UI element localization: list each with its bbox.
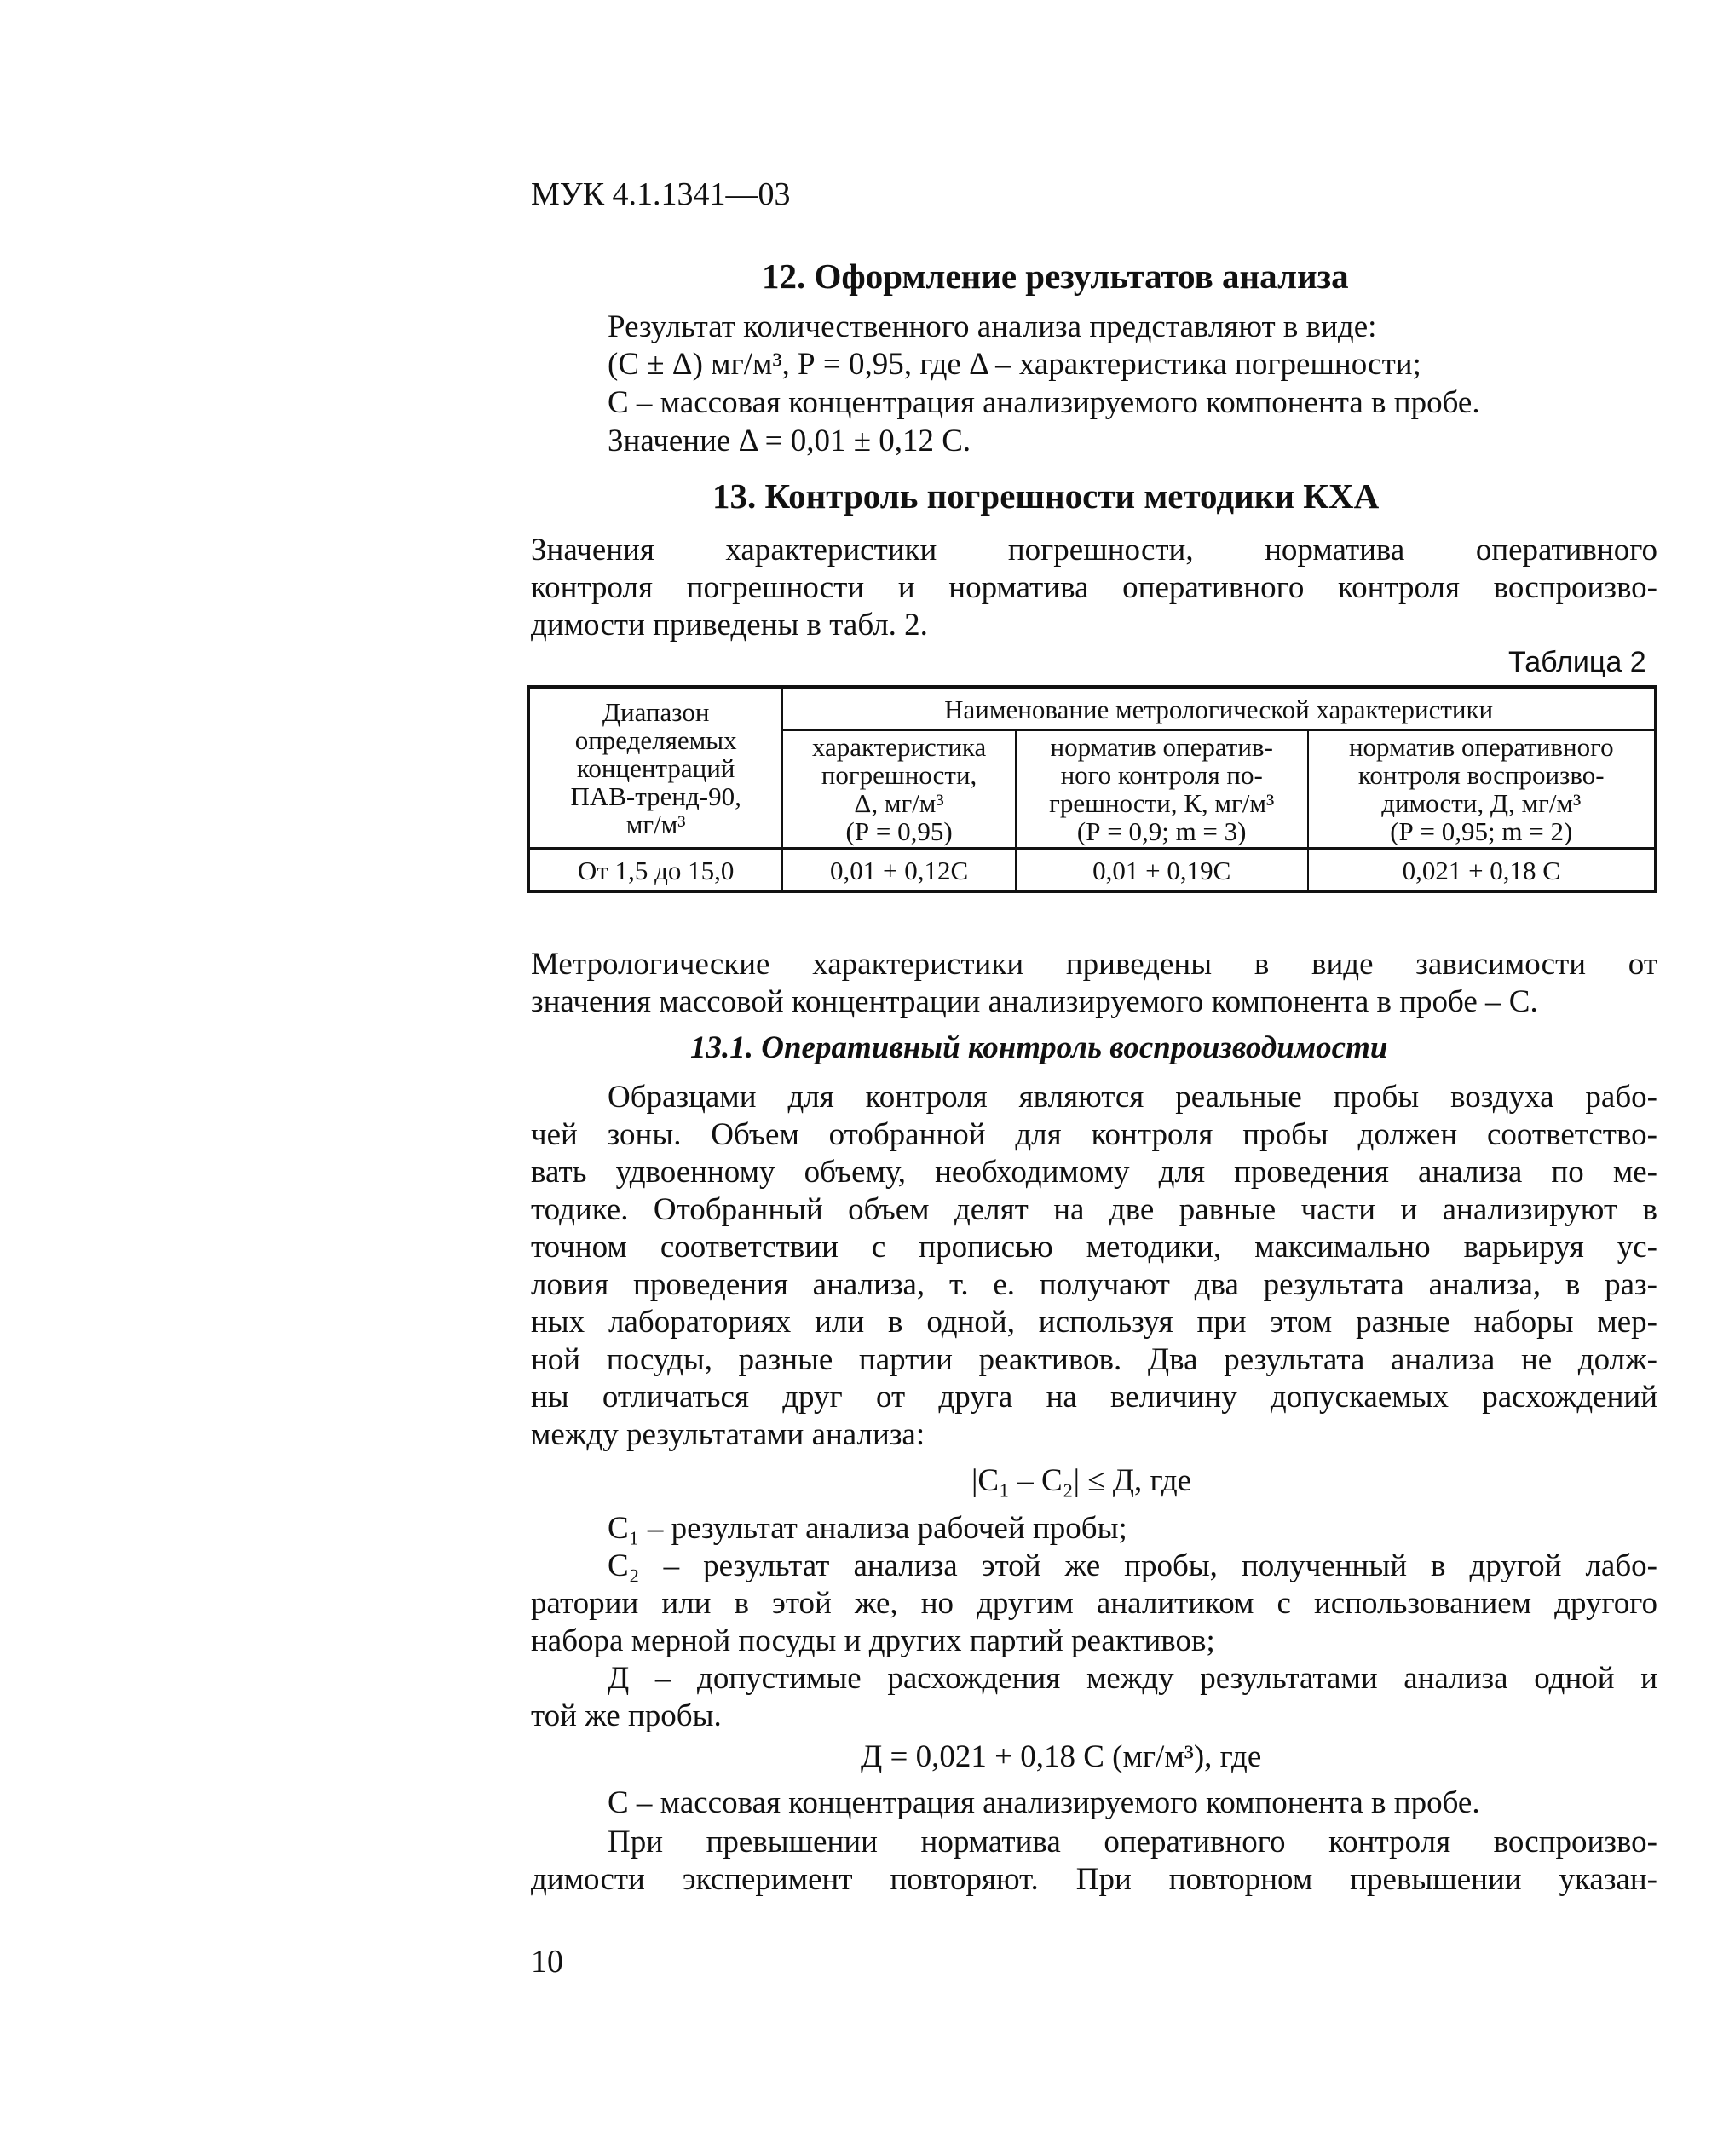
para-line-10: между результатами анализа: bbox=[531, 1417, 925, 1452]
error-norm-value-cell: 0,01 + 0,19С bbox=[1016, 849, 1308, 891]
error-value-cell: 0,01 + 0,12С bbox=[782, 849, 1016, 891]
para-line-3: вать удвоенному объему, необходимому для проведения анализа по ме- bbox=[531, 1155, 1657, 1190]
section-13-intro-line-1: Значения характеристики погрешности, норматива оперативного bbox=[531, 533, 1657, 568]
definition-c2-cont-2: набора мерной посуды и других партий реактивов; bbox=[531, 1623, 1215, 1658]
header-line: (Р = 0,95) bbox=[845, 816, 953, 846]
para-line-1: Образцами для контроля являются реальные пробы воздуха рабо- bbox=[608, 1080, 1657, 1115]
section-12-line-3: С – массовая концентрация анализируемого компонента в пробе. bbox=[608, 385, 1480, 420]
definition-d-cont: той же пробы. bbox=[531, 1698, 722, 1733]
para-line-9: ны отличаться друг от друга на величину допускаемых расхождений bbox=[531, 1380, 1657, 1415]
para-line-8: ной посуды, разные партии реактивов. Два результата анализа не долж- bbox=[531, 1342, 1657, 1377]
table-header-row-1 bbox=[528, 687, 1656, 730]
document-code: МУК 4.1.1341—03 bbox=[531, 176, 791, 212]
header-line: Δ, мг/м³ bbox=[854, 788, 944, 818]
section-12-line-2: (С ± Δ) мг/м³, Р = 0,95, где Δ – характеристика погрешности; bbox=[608, 347, 1421, 382]
header-line: ного контроля по- bbox=[1060, 760, 1263, 790]
header-line: норматив оперативного bbox=[1348, 732, 1614, 762]
range-header-line: мг/м³ bbox=[625, 809, 686, 839]
para-line-5: точном соответствии с прописью методики, максимально варьируя ус- bbox=[531, 1230, 1657, 1265]
final-line-2: димости эксперимент повторяют. При повторном превышении указан- bbox=[531, 1862, 1657, 1897]
header-line: (Р = 0,95; m = 2) bbox=[1390, 816, 1573, 846]
formula-difference: |С₁ – С₂| ≤ Д, где bbox=[971, 1463, 1192, 1498]
range-column-header bbox=[528, 687, 782, 849]
reproducibility-value-cell: 0,021 + 0,18 С bbox=[1308, 849, 1656, 891]
section-12-line-1: Результат количественного анализа представляют в виде: bbox=[608, 309, 1377, 344]
header-line: погрешности, bbox=[821, 760, 977, 790]
table-caption: Таблица 2 bbox=[1508, 646, 1646, 678]
after-table-line-1: Метрологические характеристики приведены в виде зависимости от bbox=[531, 947, 1657, 982]
para-line-2: чей зоны. Объем отобранной для контроля пробы должен соответство- bbox=[531, 1117, 1657, 1152]
header-line: контроля воспроизво- bbox=[1357, 760, 1605, 790]
table-2 bbox=[527, 685, 1657, 893]
page-number: 10 bbox=[531, 1944, 563, 1980]
definition-c2-cont-1: ратории или в этой же, но другим аналитиком с использованием другого bbox=[531, 1586, 1657, 1621]
reproducibility-norm-header bbox=[1308, 730, 1656, 849]
error-control-norm-header bbox=[1016, 730, 1308, 849]
para-line-7: ных лабораториях или в одной, используя при этом разные наборы мер- bbox=[531, 1305, 1657, 1340]
para-line-6: ловия проведения анализа, т. е. получают два результата анализа, в раз- bbox=[531, 1267, 1657, 1302]
final-line-1: При превышении норматива оперативного контроля воспроизво- bbox=[608, 1825, 1657, 1859]
header-line: (Р = 0,9; m = 3) bbox=[1076, 816, 1247, 846]
error-characteristic-header bbox=[782, 730, 1016, 849]
range-header-line: определяемых bbox=[574, 724, 737, 755]
section-13-intro-line-3: димости приведены в табл. 2. bbox=[531, 608, 928, 643]
section-12-line-4: Значение Δ = 0,01 ± 0,12 С. bbox=[608, 424, 971, 458]
section-12-title: 12. Оформление результатов анализа bbox=[762, 257, 1349, 296]
header-line: характеристика bbox=[811, 732, 987, 762]
definition-c: С – массовая концентрация анализируемого компонента в пробе. bbox=[608, 1785, 1480, 1820]
range-header-line: ПАВ-тренд-90, bbox=[570, 781, 741, 811]
section-13-title: 13. Контроль погрешности методики КХА bbox=[712, 476, 1380, 516]
table-row bbox=[528, 849, 1656, 891]
header-line: грешности, К, мг/м³ bbox=[1049, 788, 1275, 818]
range-header-line: концентраций bbox=[576, 752, 735, 783]
metrological-group-header: Наименование метрологической характеристики bbox=[782, 687, 1656, 730]
range-header-line: Диапазон bbox=[602, 696, 710, 727]
after-table-line-2: значения массовой концентрации анализируемого компонента в пробе – С. bbox=[531, 984, 1538, 1019]
section-13-intro-line-2: контроля погрешности и норматива оперативного контроля воспроизво- bbox=[531, 570, 1657, 605]
section-13-1-title: 13.1. Оперативный контроль воспроизводимости bbox=[690, 1030, 1388, 1065]
formula-d: Д = 0,021 + 0,18 С (мг/м³), где bbox=[861, 1739, 1262, 1774]
para-line-4: тодике. Отобранный объем делят на две равные части и анализируют в bbox=[531, 1192, 1657, 1227]
range-cell: От 1,5 до 15,0 bbox=[528, 849, 782, 891]
definition-c2: С₂ – результат анализа этой же пробы, полученный в другой лабо- bbox=[608, 1548, 1657, 1583]
header-line: димости, Д, мг/м³ bbox=[1381, 788, 1582, 818]
definition-d: Д – допустимые расхождения между результатами анализа одной и bbox=[608, 1661, 1657, 1696]
header-line: норматив оператив- bbox=[1050, 732, 1273, 762]
definition-c1: С₁ – результат анализа рабочей пробы; bbox=[608, 1511, 1127, 1546]
